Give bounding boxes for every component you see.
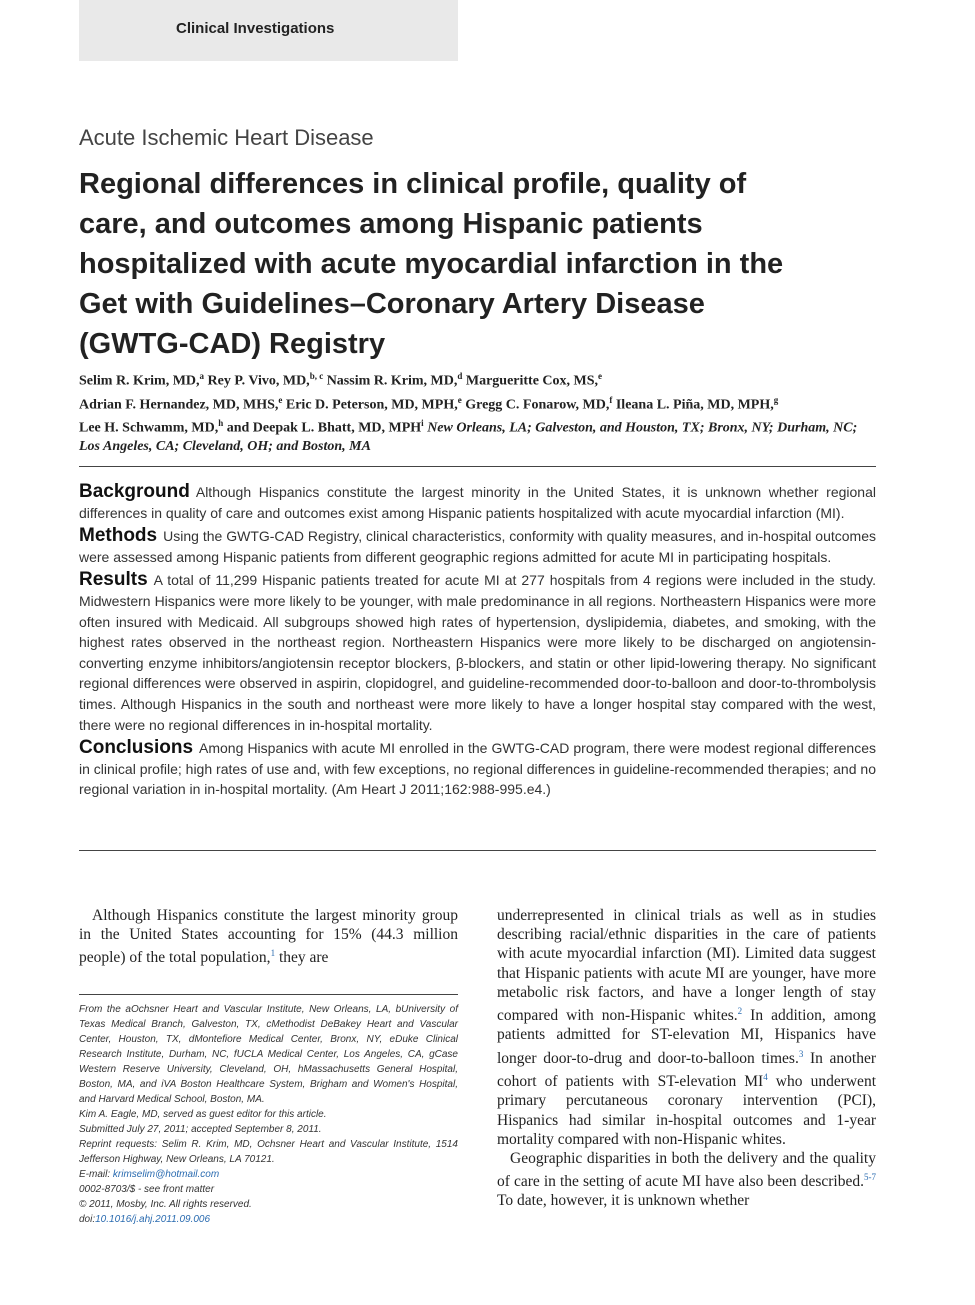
author-affiliation-mark: e [278,394,283,405]
abstract [79,482,876,803]
author: Margueritte Cox, MS, [465,373,599,389]
abstract-methods [79,526,876,567]
footnote-email [79,1167,458,1182]
citation-link[interactable]: 2 [737,1006,743,1017]
abstract-heading: Results [79,569,148,591]
abstract-results [79,570,876,735]
abstract-text: Using the GWTG-CAD Registry, clinical characteristics, conformity with quality measures, and in-hospital outcomes were assessed among Hispanic patients from different geographic regions admitted for acute MI in participating hospitals. [79,528,876,565]
footnotes [79,1002,458,1227]
body-intro-paragraph [79,906,458,968]
author: Eric D. Peterson, MD, MPH, [285,397,458,413]
body-text: In addition, among patients admitted for ST-elevation MI, Hispanics have longer door-to-drug and door-to-balloon times. [497,1007,876,1067]
abstract-text: Among Hispanics with acute MI enrolled in the GWTG-CAD program, there were modest regional differences in clinical profile; high rates of use and, with few exceptions, no regional differences in guideline-recommended therapies; and no regional variation in in-hospital mortality. (Am Heart J 2011;162:988-995.e4.) [79,740,876,798]
body-paragraph [497,906,876,1149]
footnote-rule [79,994,458,995]
footnote-editor: Kim A. Eagle, MD, served as guest editor for this article. [79,1109,327,1120]
author: Nassim R. Krim, MD, [326,373,458,389]
author-affiliation-mark: e [598,371,603,381]
author: Adrian F. Hernandez, MD, MHS, [79,397,279,413]
author-affiliation-mark: f [609,394,613,405]
abstract-background [79,482,876,523]
body-text: who underwent primary percutaneous coronary intervention (PCI), Hispanics had similar in-hospital outcomes and 1-year mortality compared with non-Hispanic whites. [497,1073,876,1148]
abstract-heading: Methods [79,525,158,547]
citation-link[interactable]: 3 [798,1048,804,1059]
footnote-issn: 0002-8703/$ - see front matter [79,1184,215,1195]
citation-link[interactable]: 1 [270,948,276,959]
footnote-copyright: © 2011, Mosby, Inc. All rights reserved. [79,1199,252,1210]
abstract-bottom-rule [79,850,876,851]
abstract-text: Although Hispanics constitute the largest minority in the United States, it is unknown whether regional differences in quality of care and outcomes exist among Hispanic patients hospitalized with acute myocardial infarction (MI). [79,484,876,521]
author-locations: New Orleans, LA; Galveston, and Houston, TX; Bronx, NY; Durham, NC; Los Angeles, CA; Cleveland, OH; and Boston, MA [79,420,858,454]
author: Ileana L. Piña, MD, MPH, [615,397,774,413]
author: Selim R. Krim, MD, [79,373,200,389]
author: Lee H. Schwamm, MD, [79,420,219,436]
abstract-conclusions [79,738,876,800]
body-paragraph [497,1149,876,1211]
author-affiliation-mark: e [457,394,462,405]
doi-label: doi: [79,1214,96,1225]
footnote-reprints: Reprint requests: Selim R. Krim, MD, Ochsner Heart and Vascular Institute, 1514 Jefferson Highway, New Orleans, LA 70121. [79,1139,458,1165]
citation-link[interactable]: 5-7 [864,1172,876,1183]
article-title: Regional differences in clinical profile, quality of care, and outcomes among Hispanic patients hospitalized with acute myocardial infarction in the Get with Guidelines–Coronary Artery Disease (GWTG-CAD) Registry [79,168,784,360]
footnote-doi [79,1212,458,1227]
author: Rey P. Vivo, MD, [207,373,310,389]
author-affiliation-mark: h [218,418,224,429]
abstract-top-rule [79,466,876,467]
email-link[interactable]: krimselim@hotmail.com [112,1169,220,1180]
footnote-submitted: Submitted July 27, 2011; accepted September 8, 2011. [79,1124,322,1135]
body-text: they are [275,949,329,967]
footnote-affiliations: From the aOchsner Heart and Vascular Institute, New Orleans, LA, bUniversity of Texas Medical Branch, Galveston, TX, cMethodist DeBakey Heart and Vascular Center, Houston, TX, dMontefiore Medical Center, Bronx, NY, eDuke Clinical Research Institute, Durham, NC, fUCLA Medical Center, Los Angeles, CA, gCase Western Reserve University, Cleveland, OH, hMassachusetts General Hospital, Boston, MA, and iVA Boston Healthcare System, Brigham and Women's Hospital, and Harvard Medical School, Boston, MA. [79,1004,458,1105]
author-affiliation-mark: a [199,371,205,381]
doi-link[interactable]: 10.1016/j.ahj.2011.09.006 [95,1214,211,1225]
body-text: To date, however, it is unknown whether [497,1192,750,1210]
body-right-column [497,906,876,1211]
author: Gregg C. Fonarow, MD, [465,397,610,413]
author-affiliation-mark: b, c [309,371,324,381]
article-category: Acute Ischemic Heart Disease [79,125,374,150]
author-affiliation-mark: d [457,371,463,381]
body-text: In another cohort of patients with ST-elevation MI [497,1049,876,1091]
body-text: underrepresented in clinical trials as well as in studies describing racial/ethnic disparities in the care of patients with acute myocardial infarction (MI). Limited data suggest that Hispanic patients with acute MI are younger, have more metabolic risk factors, and have a longer length of stay compared with non-Hispanic whites. [497,907,876,1025]
abstract-heading: Conclusions [79,737,194,759]
author-list [79,367,879,456]
citation-link[interactable]: 4 [763,1071,768,1082]
section-label: Clinical Investigations [176,20,335,37]
author: and Deepak L. Bhatt, MD, MPH [226,420,422,436]
body-text: Although Hispanics constitute the largest minority group in the United States accounting for 15% (44.3 million people) of the total population, [79,907,458,967]
abstract-heading: Background [79,481,190,502]
abstract-text: A total of 11,299 Hispanic patients treated for acute MI at 277 hospitals from 4 regions were included in the study. Midwestern Hispanics were more likely to be younger, with male predominance in all regions. Northeastern Hispanics were more often insured with Medicaid. All subgroups showed high rates of hypertension, dyslipidemia, diabetes, and smoking, with the highest rates observed in the northeast region. Northeastern Hispanics were more likely to be discharged on angiotensin-converting enzyme inhibitors/angiotensin receptor blockers, β-blockers, and statin or other lipid-lowering therapy. No significant regional differences were observed in aspirin, clopidogrel, and guideline-recommended door-to-balloon and door-to-thrombolysis times. Although Hispanics in the south and northeast were more likely to have a longer hospital stay compared with the west, there were no regional differences in in-hospital mortality. [79,572,876,733]
email-label: E-mail: [79,1169,113,1180]
body-text: Geographic disparities in both the delivery and the quality of care in the setting of acute MI have also been described. [497,1149,876,1191]
section-tab [79,0,458,61]
author-affiliation-mark: g [773,394,779,405]
author-affiliation-mark: i [421,418,424,429]
